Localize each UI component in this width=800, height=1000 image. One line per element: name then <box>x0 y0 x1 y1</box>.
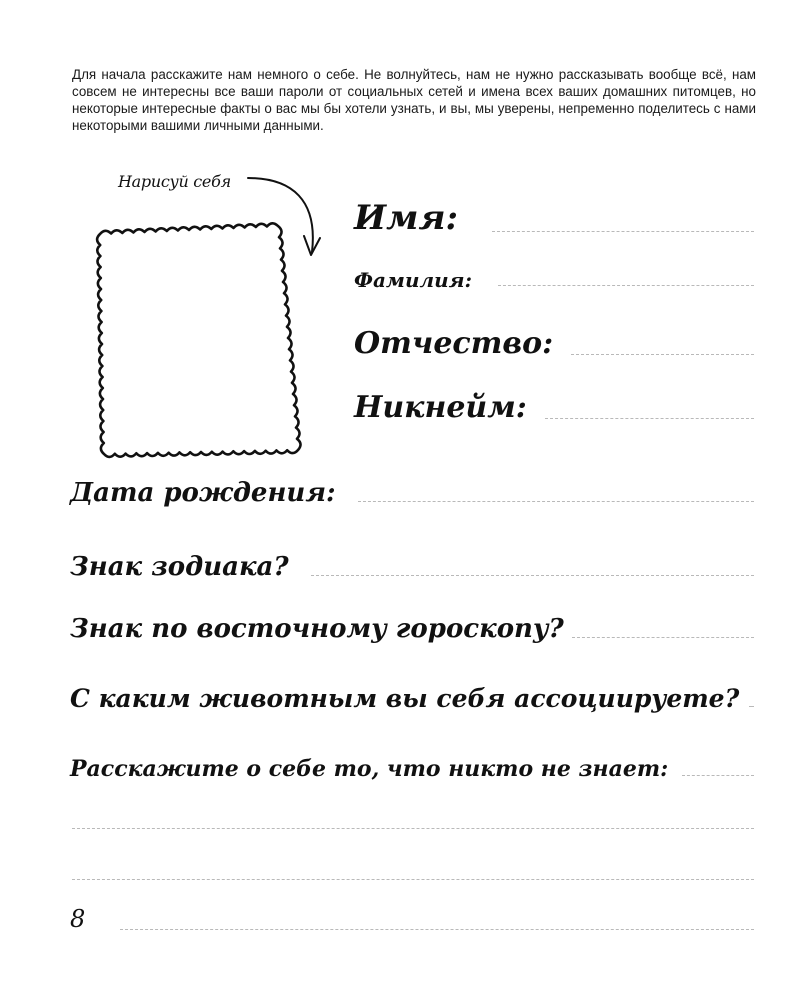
nickname-label <box>354 390 527 425</box>
nickname-field[interactable] <box>354 390 754 425</box>
birth-date-label-text: Дата рождения: <box>70 478 336 508</box>
first-name-line[interactable] <box>492 231 754 232</box>
eastern-sign-line[interactable] <box>572 637 754 638</box>
eastern-sign-label <box>70 614 564 644</box>
birth-date-line[interactable] <box>358 501 754 502</box>
animal-line[interactable] <box>749 706 754 707</box>
zodiac-label-text: Знак зодиака? <box>70 552 289 582</box>
patronymic-label-text: Отчество: <box>354 326 554 361</box>
eastern-sign-label-text: Знак по восточному гороскопу? <box>70 614 564 644</box>
patronymic-line[interactable] <box>571 354 754 355</box>
secret-extra-line-3[interactable] <box>120 929 754 930</box>
zodiac-line[interactable] <box>311 575 754 576</box>
first-name-label-text: Имя: <box>354 198 459 238</box>
draw-yourself-hint: Нарисуй себя <box>118 172 231 191</box>
eastern-sign-field[interactable] <box>70 614 754 644</box>
secret-extra-line-2[interactable] <box>72 879 754 880</box>
secret-label <box>70 756 668 782</box>
birth-date-field[interactable] <box>70 478 754 508</box>
first-name-field[interactable] <box>354 198 754 238</box>
last-name-line[interactable] <box>498 285 754 286</box>
secret-field[interactable] <box>70 756 754 782</box>
zodiac-field[interactable] <box>70 552 754 582</box>
last-name-label <box>354 268 472 292</box>
intro-paragraph: Для начала расскажите нам немного о себе. Не волнуйтесь, нам не нужно рассказывать вообще всё, нам совсем не интересны все ваши пароли от социальных сетей и имена всех ваших домашних питомцев, но некоторые интересные факты о вас мы бы хотели узнать, и вы, мы уверены, непременно поделитесь с нами некоторыми вашими личными данными. <box>72 67 756 133</box>
page-number: 8 <box>70 905 86 933</box>
animal-label-text: С каким животным вы себя ассоциируете? <box>70 684 740 713</box>
zodiac-label <box>70 552 289 582</box>
last-name-label-text: Фамилия: <box>354 268 472 292</box>
last-name-field[interactable] <box>354 268 754 292</box>
animal-label <box>70 684 739 713</box>
patronymic-label <box>354 326 553 361</box>
animal-field[interactable] <box>70 684 754 713</box>
portrait-frame[interactable] <box>97 223 300 457</box>
patronymic-field[interactable] <box>354 326 754 361</box>
nickname-line[interactable] <box>545 418 754 419</box>
nickname-label-text: Никнейм: <box>354 390 527 425</box>
secret-label-text: Расскажите о себе то, что никто не знает: <box>70 756 669 782</box>
birth-date-label <box>70 478 336 508</box>
first-name-label <box>354 198 458 238</box>
secret-line[interactable] <box>682 775 754 776</box>
secret-extra-line-1[interactable] <box>72 828 754 829</box>
